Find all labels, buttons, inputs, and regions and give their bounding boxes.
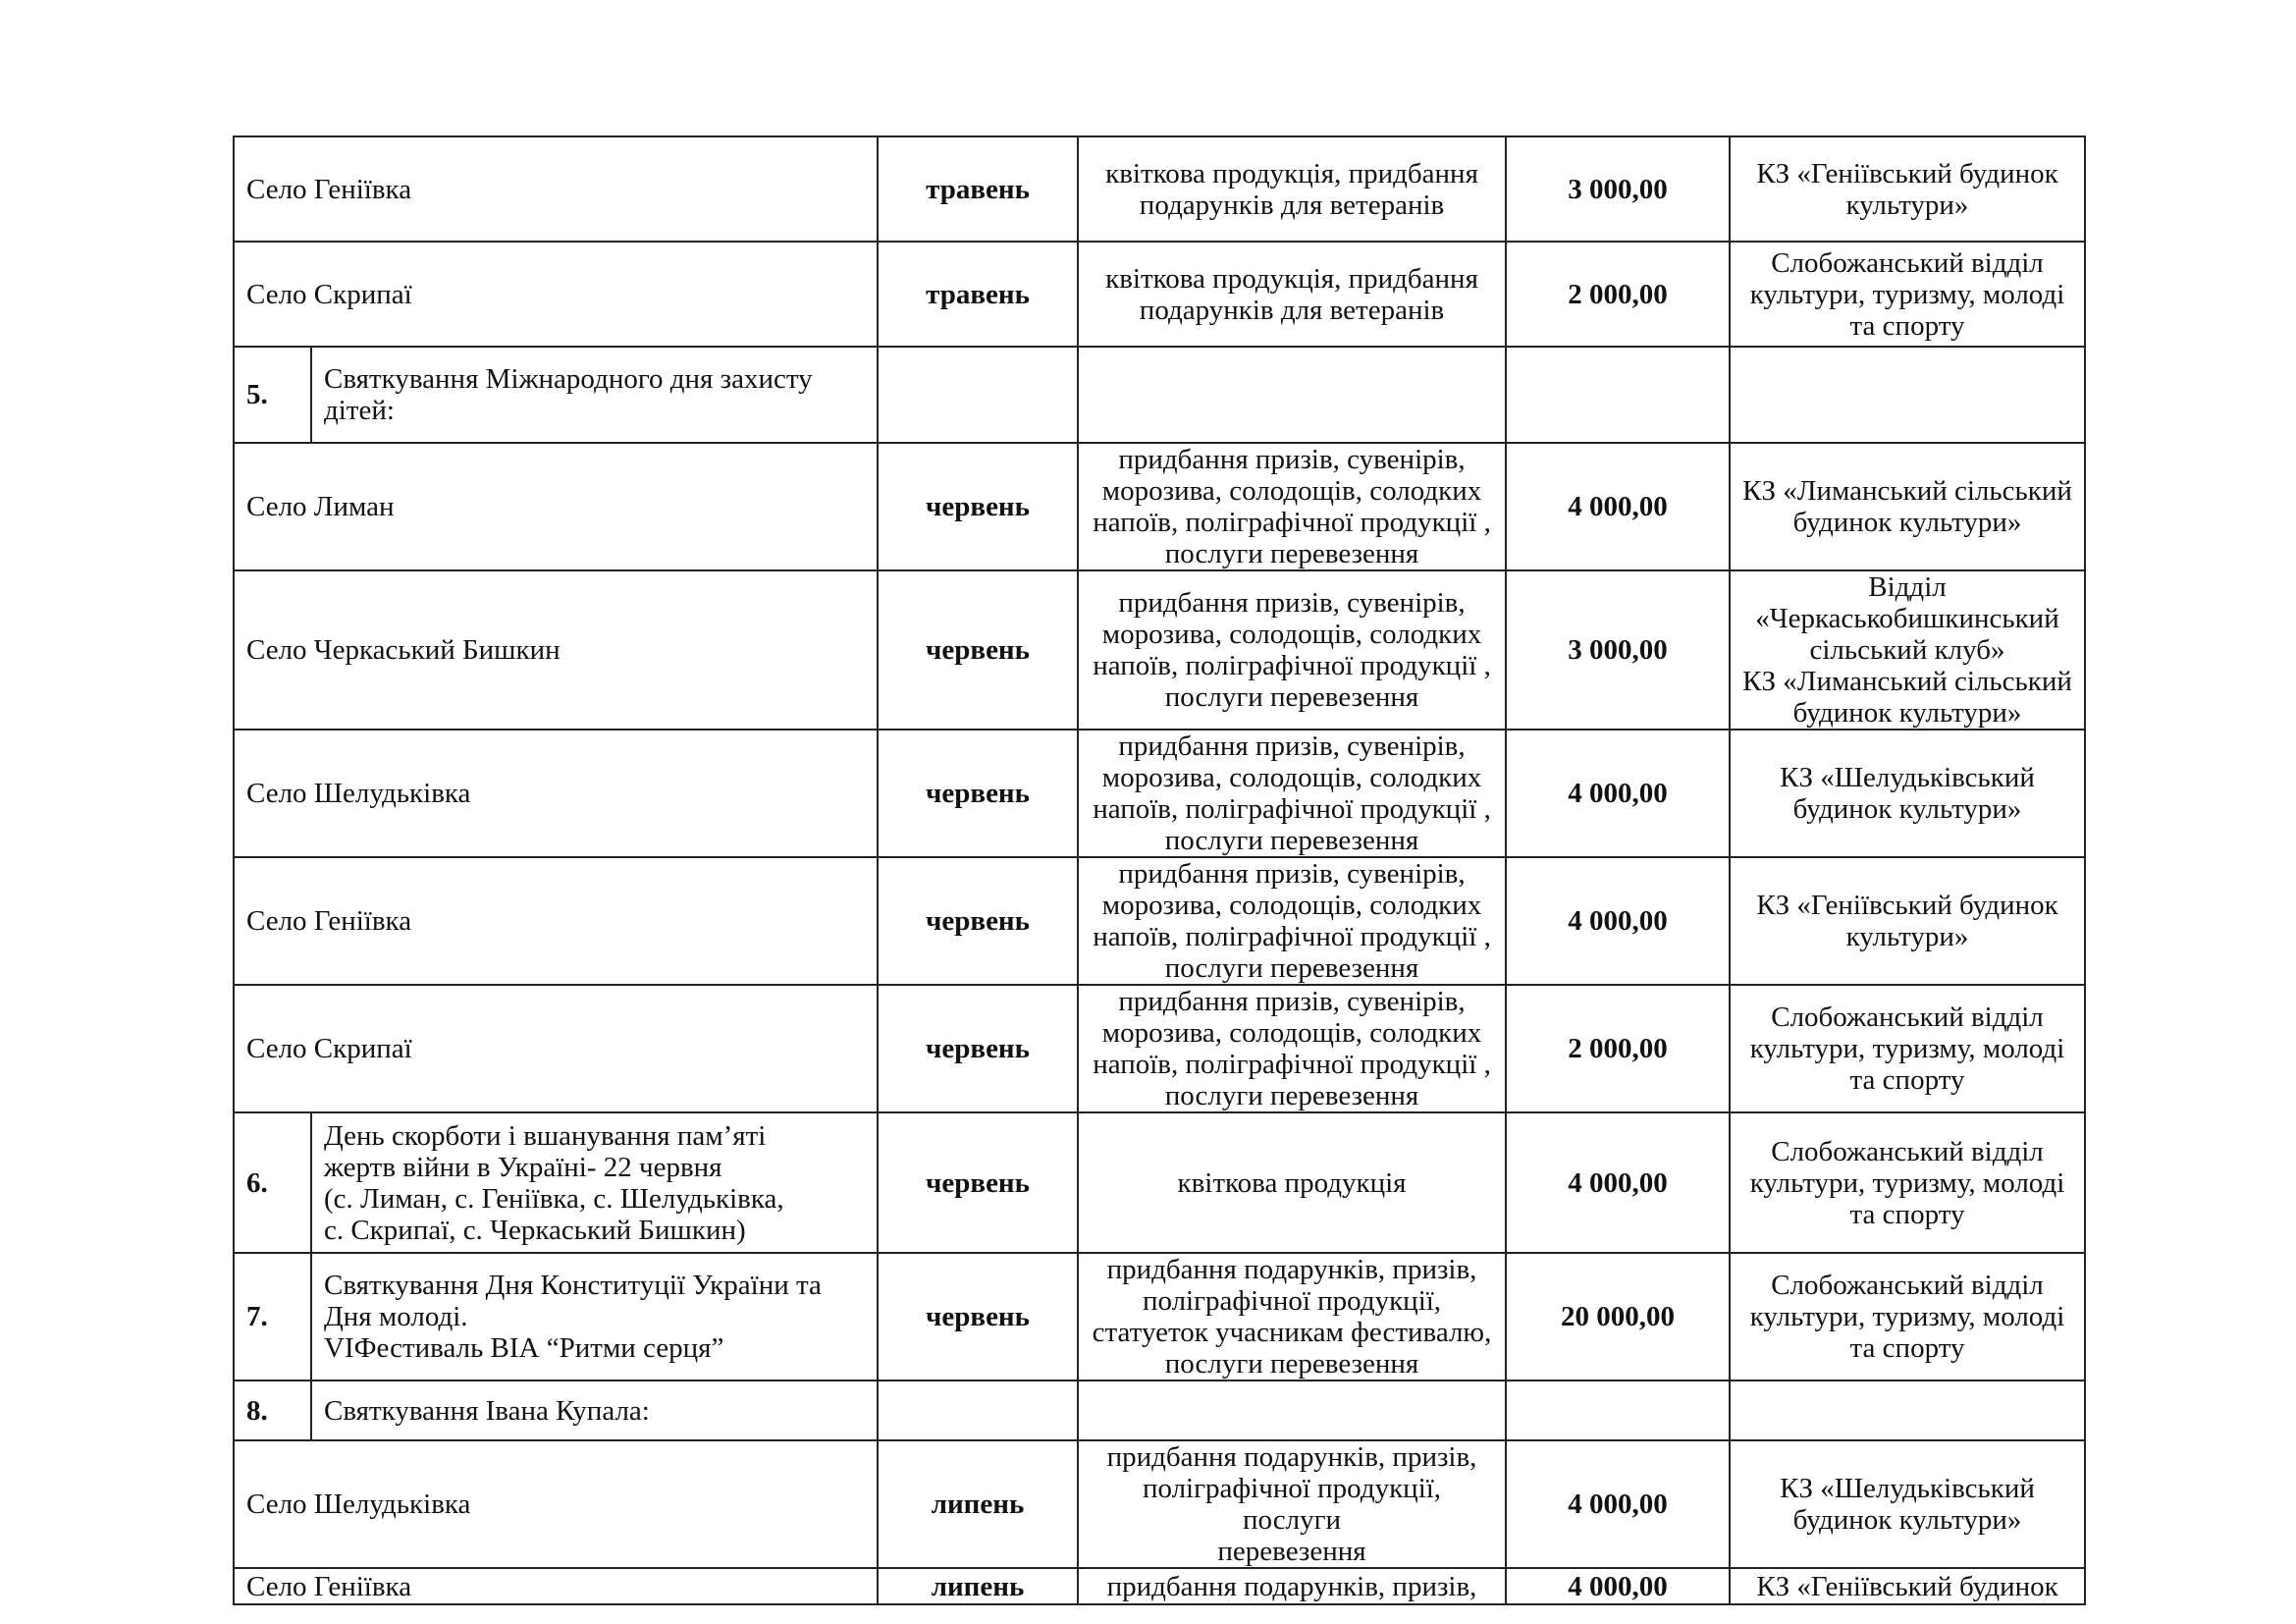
table-row — [234, 730, 2085, 857]
responsible-cell — [1730, 570, 2085, 730]
month-cell: червень — [878, 443, 1078, 570]
budget-table — [233, 135, 2086, 1605]
expense-description-line: поліграфічної продукції, — [1142, 1285, 1442, 1317]
row-number: 5. — [234, 347, 311, 443]
expense-description-line: подарунків для ветеранів — [1139, 189, 1445, 221]
table-row — [234, 1112, 2085, 1253]
responsible-cell-line: культури, туризму, молоді — [1749, 1166, 2065, 1199]
responsible-cell-line: КЗ «Геніївський будинок — [1756, 1570, 2058, 1602]
expense-description — [1078, 347, 1506, 443]
expense-description-line: статуеток учасникам фестивалю, — [1092, 1317, 1492, 1348]
responsible-cell-line: та спорту — [1849, 1064, 1965, 1096]
expense-description-line: послуги перевезення — [1164, 1080, 1419, 1111]
event-location: Село Шелудьківка — [234, 730, 878, 857]
expense-description-line: напоїв, поліграфічної продукції , — [1093, 650, 1491, 681]
responsible-cell-line: КЗ «Геніївський будинок — [1756, 157, 2058, 189]
month-cell: червень — [878, 985, 1078, 1112]
responsible-cell-line: Слобожанський відділ — [1771, 1001, 2044, 1033]
responsible-cell — [1730, 1112, 2085, 1253]
event-title — [311, 1253, 878, 1380]
expense-description-line: придбання подарунків, призів, — [1106, 1254, 1477, 1285]
responsible-cell-line: будинок культури» — [1792, 793, 2022, 825]
event-location: Село Скрипаї — [234, 985, 878, 1112]
responsible-cell-line: будинок культури» — [1792, 507, 2022, 538]
month-cell: травень — [878, 242, 1078, 347]
expense-description-line: поліграфічної продукції, послуги — [1142, 1473, 1442, 1536]
table-row — [234, 570, 2085, 730]
expense-description — [1078, 1253, 1506, 1380]
event-location: Село Шелудьківка — [234, 1440, 878, 1568]
expense-description-line: напоїв, поліграфічної продукції , — [1093, 793, 1491, 825]
responsible-cell-line: культури» — [1845, 921, 1969, 952]
responsible-cell — [1730, 1380, 2085, 1440]
responsible-cell-line: будинок культури» — [1792, 697, 2022, 729]
event-location: Село Черкаський Бишкин — [234, 570, 878, 730]
event-title-line: Святкування Міжнародного дня захисту — [324, 363, 813, 395]
expense-description-line: перевезення — [1217, 1536, 1366, 1567]
responsible-cell — [1730, 136, 2085, 242]
responsible-cell-line: КЗ «Лиманський сільський — [1742, 475, 2072, 507]
row-number: 8. — [234, 1380, 311, 1440]
responsible-cell — [1730, 1440, 2085, 1568]
event-title — [311, 347, 878, 443]
expense-description-line: придбання подарунків, призів, — [1106, 1570, 1477, 1602]
expense-description-line: послуги перевезення — [1164, 538, 1419, 569]
event-title-line: дітей: — [324, 395, 395, 426]
event-title-line: Дня молоді. — [324, 1301, 468, 1332]
responsible-cell-line: КЗ «Лиманський сільський — [1742, 666, 2072, 697]
responsible-cell-line: Відділ — [1868, 571, 1947, 603]
expense-description-line: послуги перевезення — [1164, 952, 1419, 984]
responsible-cell-line: Слобожанський відділ — [1771, 1270, 2044, 1301]
amount-cell: 2 000,00 — [1506, 985, 1730, 1112]
expense-description-line: морозива, солодощів, солодких — [1101, 762, 1482, 793]
row-number: 6. — [234, 1112, 311, 1253]
table-row — [234, 1253, 2085, 1380]
expense-description-line: придбання призів, сувенірів, — [1118, 986, 1466, 1017]
month-cell: червень — [878, 1112, 1078, 1253]
table-row — [234, 985, 2085, 1112]
amount-cell: 4 000,00 — [1506, 443, 1730, 570]
responsible-cell — [1730, 242, 2085, 347]
responsible-cell-line: «Черкаськобишкинський — [1755, 603, 2059, 634]
event-location: Село Геніївка — [234, 1568, 878, 1604]
expense-description-line: морозива, солодощів, солодких — [1101, 890, 1482, 921]
amount-cell: 4 000,00 — [1506, 1112, 1730, 1253]
event-title — [311, 1380, 878, 1440]
event-location: Село Геніївка — [234, 136, 878, 242]
month-cell: червень — [878, 857, 1078, 985]
expense-description — [1078, 136, 1506, 242]
row-number: 7. — [234, 1253, 311, 1380]
responsible-cell — [1730, 857, 2085, 985]
amount-cell: 4 000,00 — [1506, 1440, 1730, 1568]
month-cell: липень — [878, 1568, 1078, 1604]
month-cell: червень — [878, 1253, 1078, 1380]
expense-description-line: квіткова продукція, придбання — [1105, 157, 1478, 189]
amount-cell: 3 000,00 — [1506, 136, 1730, 242]
event-title-line: День скорботи і вшанування пам’яті — [324, 1119, 767, 1152]
expense-description-line: придбання призів, сувенірів, — [1118, 587, 1466, 619]
table-row — [234, 1568, 2085, 1604]
expense-description — [1078, 1440, 1506, 1568]
expense-description-line: придбання подарунків, призів, — [1106, 1441, 1477, 1473]
event-title-line: Святкування Івана Купала: — [324, 1394, 650, 1427]
responsible-cell-line: Слобожанський відділ — [1771, 1135, 2044, 1167]
expense-description — [1078, 242, 1506, 347]
amount-cell: 20 000,00 — [1506, 1253, 1730, 1380]
amount-cell — [1506, 347, 1730, 443]
expense-description-line: придбання призів, сувенірів, — [1118, 444, 1466, 475]
responsible-cell-line: КЗ «Шелудьківський — [1780, 762, 2035, 793]
expense-description — [1078, 1568, 1506, 1604]
event-location: Село Лиман — [234, 443, 878, 570]
table-row — [234, 1440, 2085, 1568]
expense-description-line: квіткова продукція, придбання — [1105, 262, 1478, 295]
expense-description-line: напоїв, поліграфічної продукції , — [1093, 921, 1491, 952]
table-row — [234, 347, 2085, 443]
event-title — [311, 1112, 878, 1253]
expense-description — [1078, 730, 1506, 857]
responsible-cell — [1730, 1253, 2085, 1380]
responsible-cell-line: культури, туризму, молоді — [1749, 1033, 2065, 1064]
month-cell: липень — [878, 1440, 1078, 1568]
table-row — [234, 242, 2085, 347]
expense-description — [1078, 443, 1506, 570]
amount-cell: 3 000,00 — [1506, 570, 1730, 730]
responsible-cell — [1730, 443, 2085, 570]
amount-cell: 4 000,00 — [1506, 1568, 1730, 1604]
expense-description — [1078, 1380, 1506, 1440]
responsible-cell — [1730, 985, 2085, 1112]
expense-description-line: послуги перевезення — [1164, 681, 1419, 713]
expense-description-line: квіткова продукція — [1177, 1166, 1407, 1199]
expense-description — [1078, 985, 1506, 1112]
responsible-cell — [1730, 347, 2085, 443]
expense-description-line: напоїв, поліграфічної продукції , — [1093, 1049, 1491, 1080]
responsible-cell-line: сільський клуб» — [1809, 634, 2005, 666]
responsible-cell-line: та спорту — [1849, 1332, 1965, 1364]
month-cell: червень — [878, 730, 1078, 857]
table-row — [234, 443, 2085, 570]
expense-description-line: придбання призів, сувенірів, — [1118, 858, 1466, 890]
month-cell: червень — [878, 570, 1078, 730]
responsible-cell — [1730, 730, 2085, 857]
amount-cell: 2 000,00 — [1506, 242, 1730, 347]
event-title-line: Святкування Дня Конституції України та — [324, 1270, 822, 1301]
responsible-cell-line: КЗ «Шелудьківський — [1780, 1473, 2035, 1504]
responsible-cell-line: будинок культури» — [1792, 1504, 2022, 1536]
responsible-cell-line: Слобожанський відділ — [1771, 246, 2044, 279]
responsible-cell-line: культури» — [1845, 189, 1969, 221]
expense-description-line: послуги перевезення — [1164, 825, 1419, 856]
table-row — [234, 1380, 2085, 1440]
table-row — [234, 857, 2085, 985]
table-row — [234, 136, 2085, 242]
responsible-cell-line: культури, туризму, молоді — [1749, 1301, 2065, 1332]
responsible-cell-line: та спорту — [1849, 309, 1965, 342]
table-body — [234, 136, 2085, 1604]
expense-description-line: послуги перевезення — [1164, 1348, 1419, 1380]
event-title-line: с. Скрипаї, с. Черкаський Бишкин) — [324, 1214, 746, 1246]
responsible-cell-line: КЗ «Геніївський будинок — [1756, 890, 2058, 921]
event-title-line: жертв війни в Україні- 22 червня — [324, 1151, 722, 1183]
event-location: Село Геніївка — [234, 857, 878, 985]
event-title-line: VIФестиваль ВІА “Ритми серця” — [324, 1332, 724, 1364]
expense-description-line: морозива, солодощів, солодких — [1101, 1017, 1482, 1049]
amount-cell: 4 000,00 — [1506, 857, 1730, 985]
expense-description-line: морозива, солодощів, солодких — [1101, 619, 1482, 650]
expense-description-line: морозива, солодощів, солодких — [1101, 475, 1482, 507]
expense-description-line: придбання призів, сувенірів, — [1118, 731, 1466, 762]
month-cell — [878, 347, 1078, 443]
responsible-cell — [1730, 1568, 2085, 1604]
month-cell: травень — [878, 136, 1078, 242]
event-title-line: (с. Лиман, с. Геніївка, с. Шелудьківка, — [324, 1182, 784, 1215]
expense-description — [1078, 1112, 1506, 1253]
expense-description-line: подарунків для ветеранів — [1139, 294, 1445, 326]
amount-cell — [1506, 1380, 1730, 1440]
event-location: Село Скрипаї — [234, 242, 878, 347]
responsible-cell-line: та спорту — [1849, 1198, 1965, 1230]
expense-description — [1078, 570, 1506, 730]
amount-cell: 4 000,00 — [1506, 730, 1730, 857]
responsible-cell-line: культури, туризму, молоді — [1749, 278, 2065, 310]
month-cell — [878, 1380, 1078, 1440]
expense-description-line: напоїв, поліграфічної продукції , — [1093, 507, 1491, 538]
expense-description — [1078, 857, 1506, 985]
